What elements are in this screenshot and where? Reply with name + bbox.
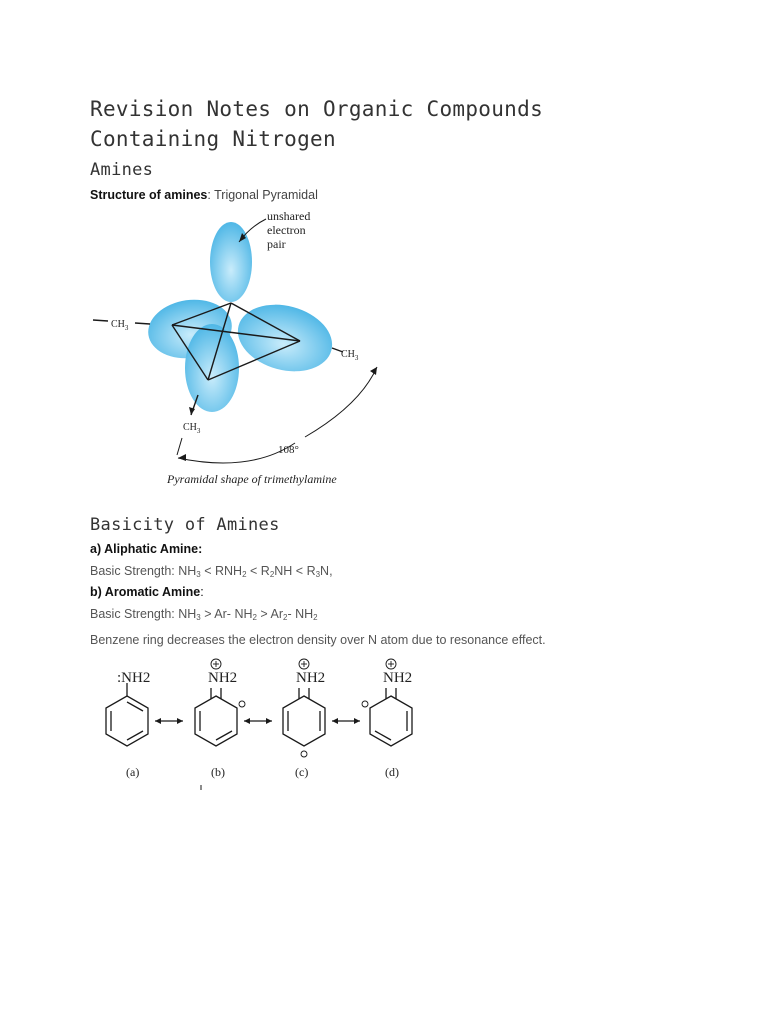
bond-angle-label: 108° (278, 444, 299, 456)
structure-d (370, 688, 412, 746)
aromatic-basic-strength: Basic Strength: $NH_3 > Ar-$ $NH_2 > Ar_2-$ $NH_2$ (90, 607, 318, 622)
arrowhead-icon (178, 454, 186, 461)
structure-label: Structure of amines (90, 188, 208, 202)
label-b: (b) (211, 765, 225, 779)
ch3-bottom-label: $CH_3$ (183, 422, 201, 435)
group-b: NH2 (208, 670, 238, 686)
figure-caption: Pyramidal shape of trimethylamine (167, 472, 337, 486)
resonance-note: Benzene ring decreases the electron density over N atom due to resonance effect. (90, 633, 546, 647)
group-c: NH2 (296, 670, 326, 686)
label-c: (c) (295, 765, 309, 779)
double-arrow-icon (332, 718, 338, 724)
section-heading-basicity: Basicity of Amines (90, 515, 280, 535)
structure-a (106, 683, 148, 746)
group-a: :NH2 (117, 670, 151, 686)
aromatic-heading: b) Aromatic Amine: (90, 585, 204, 599)
section-heading-amines: Amines (90, 160, 154, 180)
structure-line (90, 188, 318, 202)
aliphatic-basic-strength: Basic Strength: $NH_3 < RNH_2 < R_2NH < R_3N$, (90, 564, 333, 579)
double-arrow-icon (155, 718, 161, 724)
negative-charge-icon (362, 701, 368, 707)
title-line-2: Containing Nitrogen (90, 127, 336, 151)
negative-charge-icon (239, 701, 245, 707)
label-a: (a) (126, 765, 140, 779)
structure-value: Trigonal Pyramidal (210, 188, 318, 202)
aliphatic-heading: a) Aliphatic Amine: (90, 542, 203, 556)
structure-c (283, 688, 325, 746)
structure-sep: : (207, 188, 211, 202)
right-lobe (230, 295, 339, 382)
ch3-left-label: $CH_3$ (111, 319, 129, 332)
lone-pair-label-1: unshared (267, 209, 311, 223)
group-d: NH2 (383, 670, 413, 686)
aniline-resonance-figure (95, 658, 425, 793)
lone-pair-label-3: pair (267, 237, 286, 251)
double-arrow-icon (244, 718, 250, 724)
page-title (90, 94, 543, 154)
pyramidal-trimethylamine-figure (90, 205, 390, 495)
angle-arc-right (305, 367, 377, 437)
lone-pair-label-2: electron (267, 223, 306, 237)
structure-b (195, 688, 237, 746)
label-d: (d) (385, 765, 399, 779)
title-line-1: Revision Notes on Organic Compounds (90, 97, 544, 121)
negative-charge-icon (301, 751, 307, 757)
ch3-right-label: $CH_3$ (341, 349, 359, 362)
